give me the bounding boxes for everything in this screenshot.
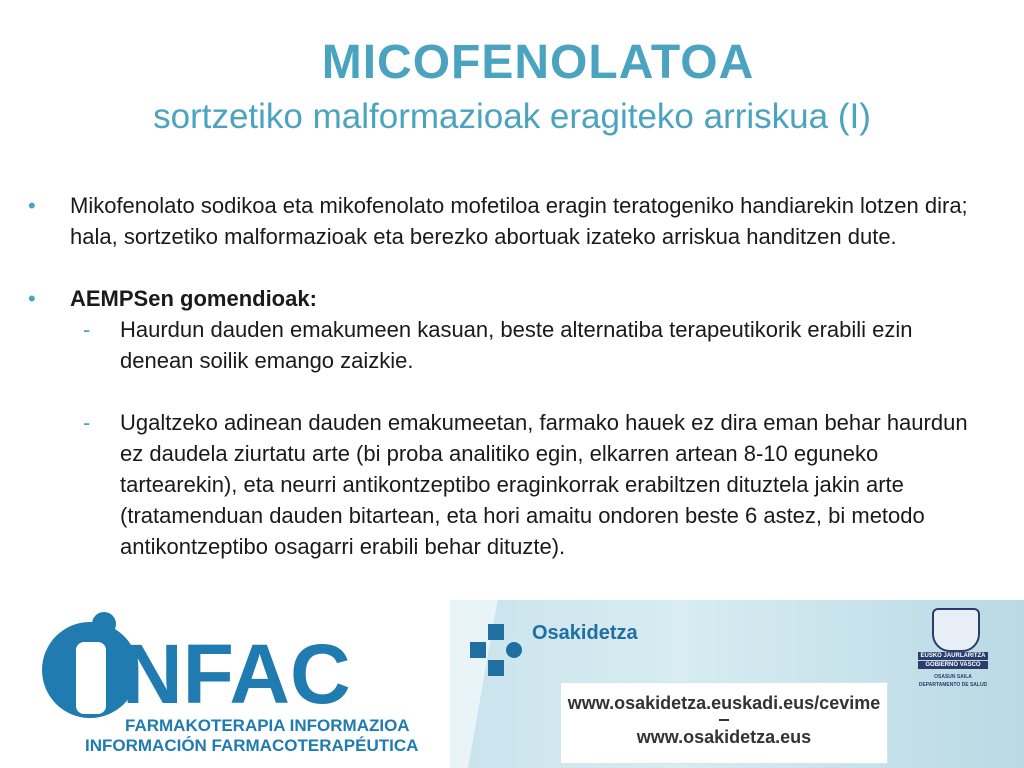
cevime-url[interactable]: www.osakidetza.euskadi.eus/cevime [567, 693, 881, 713]
slide-title [0, 34, 1024, 140]
gov-line1: EUSKO JAURLARITZA [918, 652, 988, 660]
recommendation-list [28, 314, 978, 562]
coat-of-arms-icon [932, 608, 980, 652]
list-item-text: Ugaltzeko adinean dauden emakumeetan, farmako hauek ez dira eman behar haurdun ez daudela ziurtatu arte (bi proba analitiko egin, elkarren artean 8-10 eguneko tartearekin), eta neurri antikontzeptibo eraginkorrak erabiltzen dituztela jakin arte (tratamenduan dauden bitartean, eta hori amaitu ondoren beste 6 astez, bi metodo antikontzeptibo osagarri erabili behar dituzte). [120, 410, 968, 559]
infac-tagline-es: INFORMACIÓN FARMACOTERAPÉUTICA [85, 736, 419, 755]
title-main: MICOFENOLATOA [321, 36, 755, 89]
infac-logo-word: NFAC [122, 627, 351, 721]
basque-government-logo [918, 608, 988, 704]
bullet-item [28, 283, 978, 314]
osakidetza-name: Osakidetza [532, 622, 638, 644]
bullet-item [28, 190, 978, 252]
gov-line2: GOBIERNO VASCO [918, 661, 988, 669]
bullet-heading: AEMPSen gomendioak: [70, 286, 317, 311]
list-item [28, 407, 978, 562]
title-subtitle: sortzetiko malformazioak eragiteko arriskua (I) [153, 97, 871, 136]
list-marker: - [83, 410, 91, 435]
gov-line3: OSASUN SAILA [934, 674, 972, 680]
osakidetza-logo [470, 618, 670, 678]
bullet-marker: • [28, 286, 36, 311]
list-marker: - [83, 317, 91, 342]
osakidetza-cross-icon [470, 624, 522, 676]
infac-logo [42, 612, 419, 762]
url-box [560, 682, 888, 764]
list-item-text: Haurdun dauden emakumeen kasuan, beste alternatiba terapeutikorik erabili ezin denean soilik emango zaizkie. [120, 317, 913, 373]
bullet-text: Mikofenolato sodikoa eta mikofenolato mofetiloa eragin teratogeniko handiarekin lotzen dira; hala, sortzetiko malformazioak eta berezko abortuak izateko arriskua handitzen dute. [70, 193, 968, 249]
gov-line4: DEPARTAMENTO DE SALUD [918, 682, 988, 688]
slide-content [28, 190, 978, 562]
infac-tagline-eu: FARMAKOTERAPIA INFORMAZIOA [125, 716, 410, 735]
list-item [28, 314, 978, 376]
bullet-marker: • [28, 193, 36, 218]
osakidetza-url[interactable]: www.osakidetza.eus [636, 727, 812, 747]
